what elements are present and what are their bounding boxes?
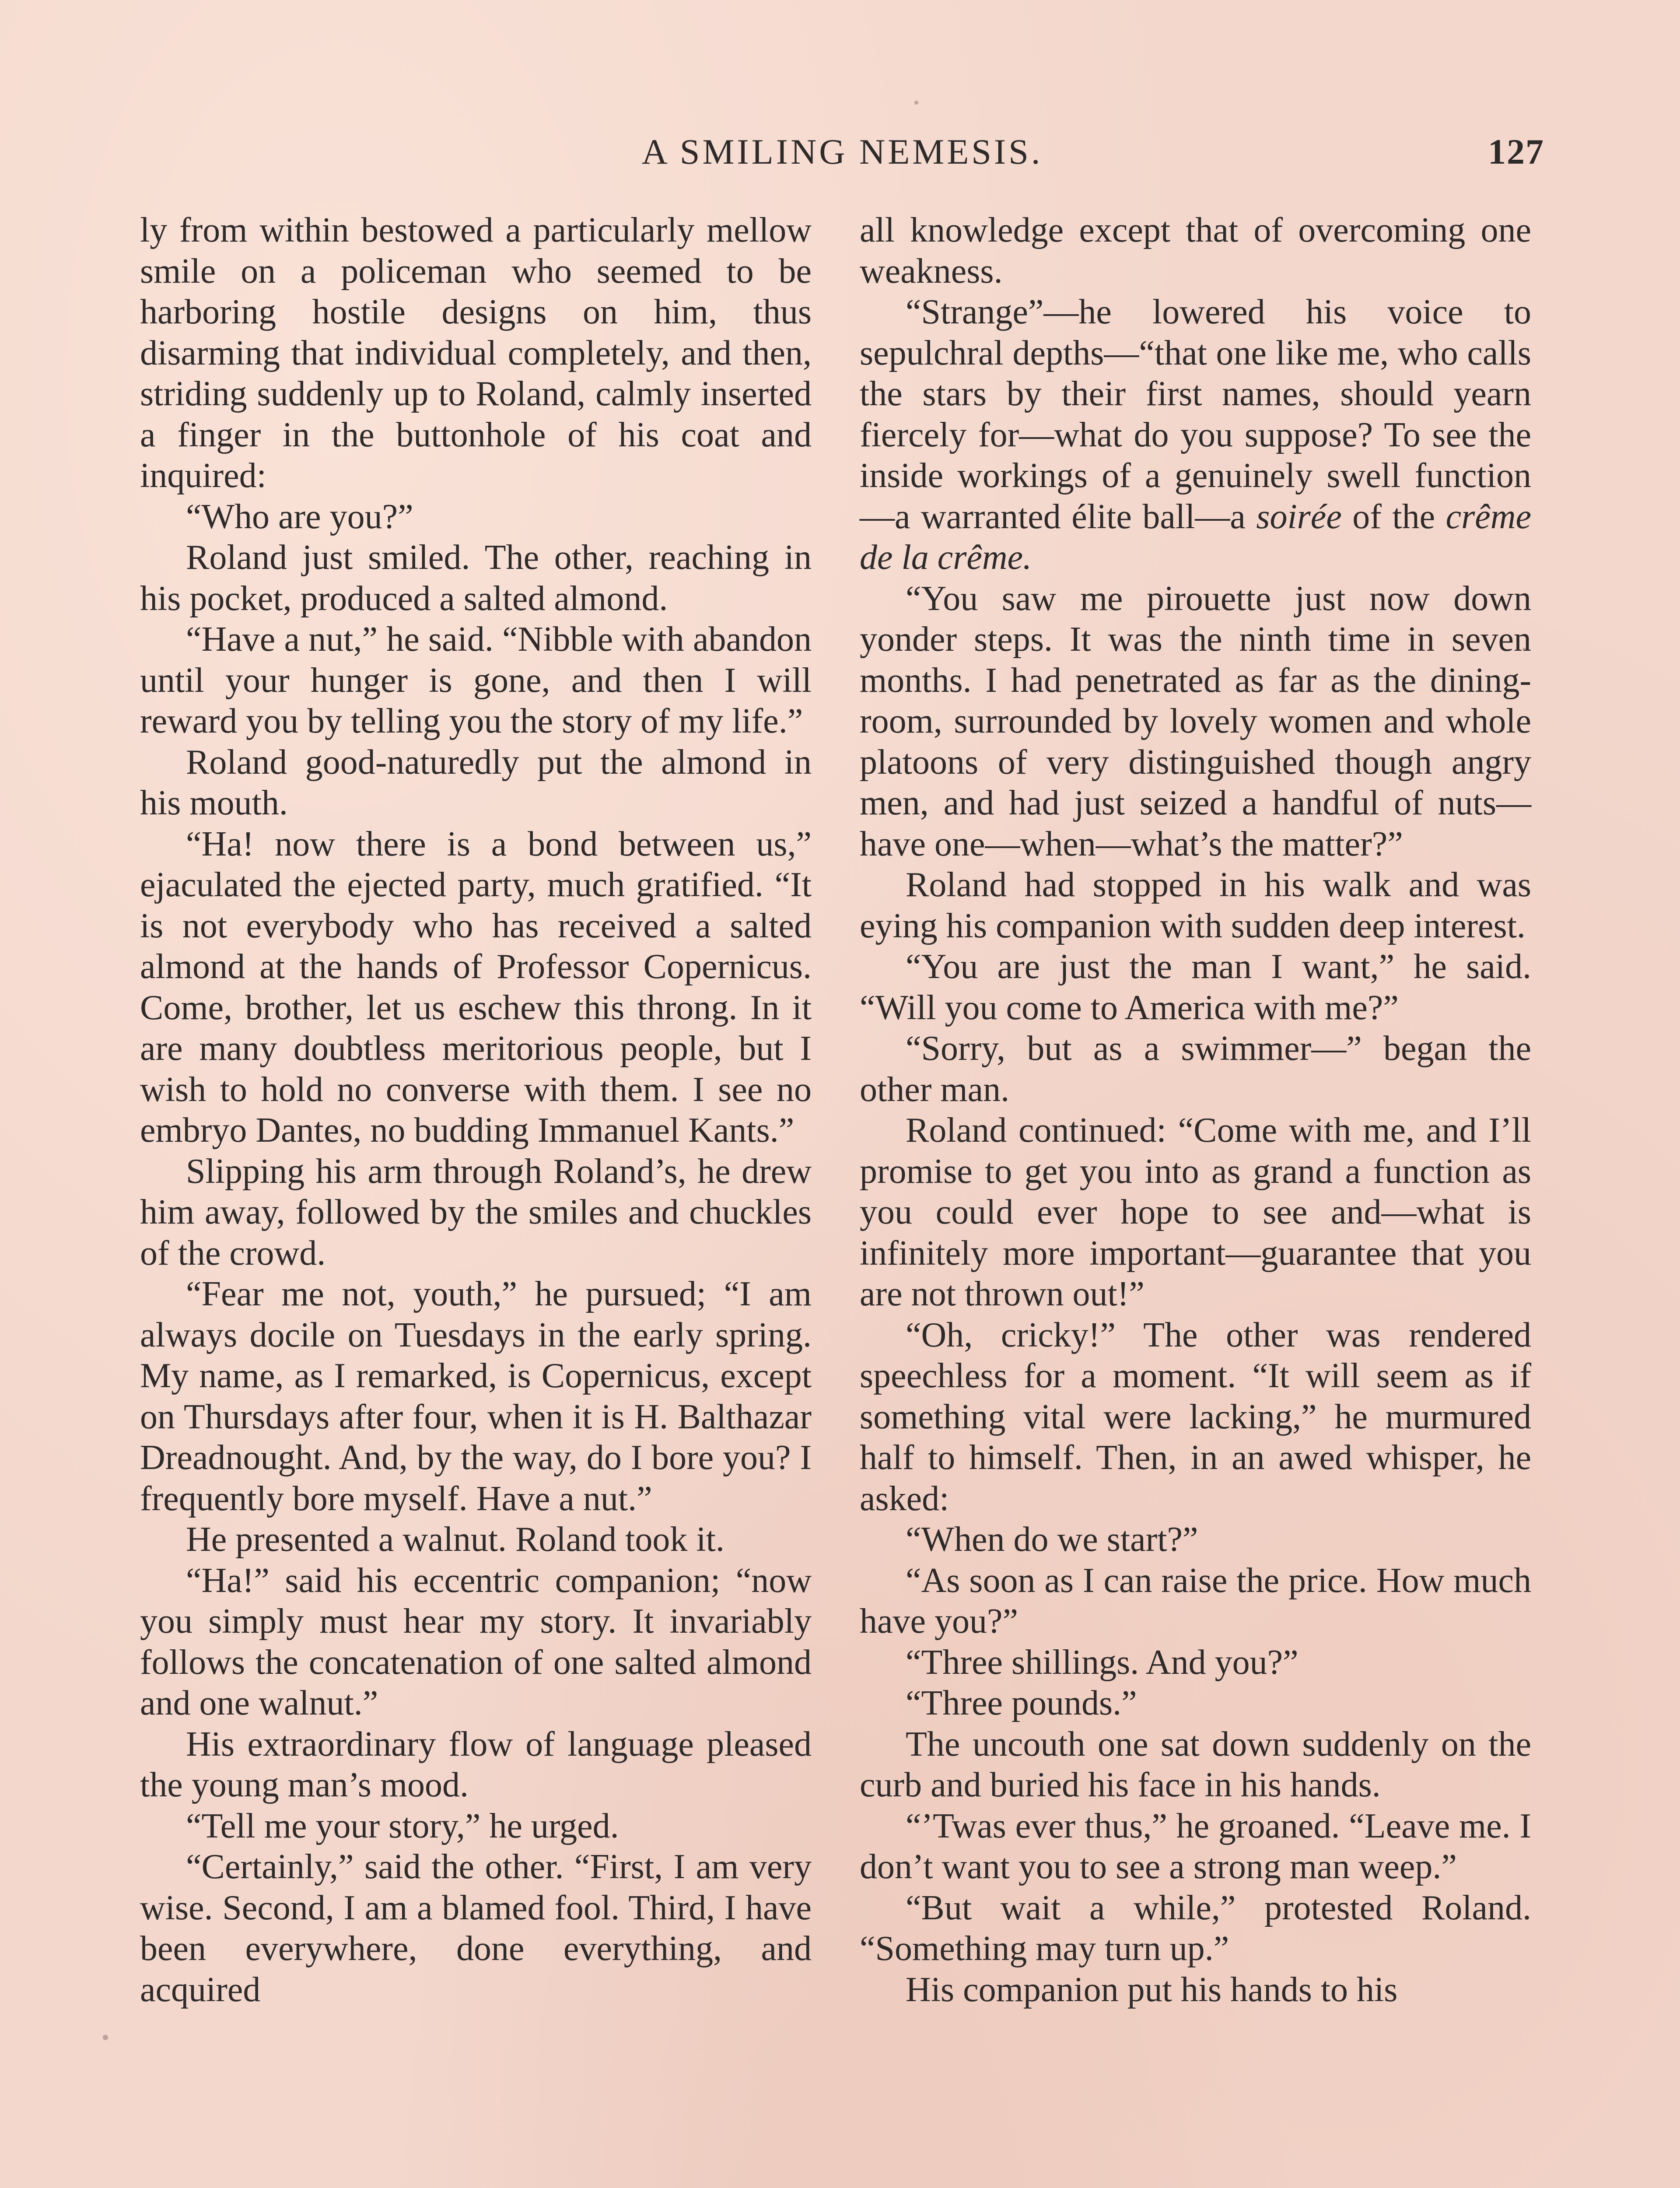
paper-speck [103,2035,108,2040]
paragraph: “Who are you?” [186,497,413,536]
page-number: 127 [1488,132,1544,172]
paragraph: “As soon as I can raise the price. How much have you?” [860,1561,1531,1641]
paragraph-text: of the [1352,497,1435,536]
paragraph: “Tell me your story,” he urged. [186,1806,619,1845]
paragraph: Roland had stopped in his walk and was eying his companion with sudden deep interest. [860,866,1531,945]
paper-speck [914,101,918,105]
paragraph: Roland good-naturedly put the almond in his mouth. [140,743,812,822]
italic-phrase: crême de la crême. [860,497,1532,577]
paragraph: “Fear me not, youth,” he pursued; “I am always docile on Tuesdays in the early spring. My name, as I remarked, is Copernicus, except on Thursdays after four, when it is H. Balthazar Dreadnought. And, by the way, do I bore you? I frequently bore myself. Have a nut.” [140,1275,812,1518]
paragraph: His companion put his hands to his [906,1970,1398,2009]
paragraph: “’Twas ever thus,” he groaned. “Leave me. I don’t want you to see a strong man weep.” [860,1806,1531,1886]
paragraph: “You saw me pirouette just now down yonder steps. It was the ninth time in seven months. I had penetrated as far as the dining-room, surrounded by lovely women and whole platoons of very distinguished though angry men, and had just seized a handful of nuts—have one—when—what’s the matter?” [860,579,1531,863]
paragraph: The uncouth one sat down suddenly on the curb and buried his face in his hands. [860,1725,1531,1804]
paragraph: Roland just smiled. The other, reaching in his pocket, produced a salted almond. [140,538,812,618]
paragraph-text: “Strange”—he lowered his voice to sepulchral depths—“that one like me, who calls the stars by their first names, should yearn fiercely for—what do you suppose? To see the inside workings of a genuinely swell function—a warranted élite ball—a [860,293,1531,536]
paragraph: His extraordinary flow of language pleased the young man’s mood. [140,1725,812,1804]
italic-phrase: soirée [1256,497,1342,536]
paragraph: all knowledge except that of overcoming one weakness. [860,211,1531,291]
paragraph: “Ha! now there is a bond between us,” ejaculated the ejected party, much gratified. “It is not everybody who has received a salted almond at the hands of Professor Copernicus. Come, brother, let us eschew this throng. In it are many doubtless meritorious people, but I wish to hold no converse with them. I see no embryo Dantes, no budding Immanuel Kants.” [140,824,812,1150]
paragraph: “When do we start?” [906,1520,1198,1559]
paragraph: Roland continued: “Come with me, and I’ll promise to get you into as grand a function as you could ever hope to see and—what is infinitely more important—guarantee that you are not thrown out!” [860,1111,1531,1313]
paragraph: ly from within bestowed a particularly mellow smile on a policeman who seemed to be harboring hostile designs on him, thus disarming that individual completely, and then, striding suddenly up to Roland, calmly inserted a finger in the buttonhole of his coat and inquired: [140,211,812,495]
running-head [140,131,1544,179]
paragraph: “Ha!” said his eccentric companion; “now you simply must hear my story. It invariably follows the concatenation of one salted almond and one walnut.” [140,1561,812,1722]
paper-speck [1522,648,1526,651]
paragraph: “But wait a while,” protested Roland. “Something may turn up.” [860,1888,1531,1968]
paragraph: He presented a walnut. Roland took it. [186,1520,724,1559]
paragraph: “Oh, cricky!” The other was rendered speechless for a moment. “It will seem as if something vital were lacking,” he murmured half to himself. Then, in an awed whisper, he asked: [860,1315,1531,1518]
paragraph: “Three shillings. And you?” [906,1643,1298,1682]
paragraph: “Certainly,” said the other. “First, I am very wise. Second, I am a blamed fool. Third, I have been everywhere, done everything, and acquired [140,1848,812,2009]
paragraph: “Sorry, but as a swimmer—” began the other man. [860,1029,1531,1109]
right-column [860,210,1531,2010]
paragraph [860,292,1531,579]
paragraph: “Have a nut,” he said. “Nibble with abandon until your hunger is gone, and then I will reward you by telling you the story of my life.” [140,620,812,740]
paragraph: Slipping his arm through Roland’s, he drew him away, followed by the smiles and chuckles of the crowd. [140,1152,812,1273]
paragraph: “Three pounds.” [906,1684,1137,1722]
paragraph: “You are just the man I want,” he said. “Will you come to America with me?” [860,947,1531,1027]
chapter-title: A SMILING NEMESIS. [641,132,1043,172]
left-column [140,210,812,2010]
